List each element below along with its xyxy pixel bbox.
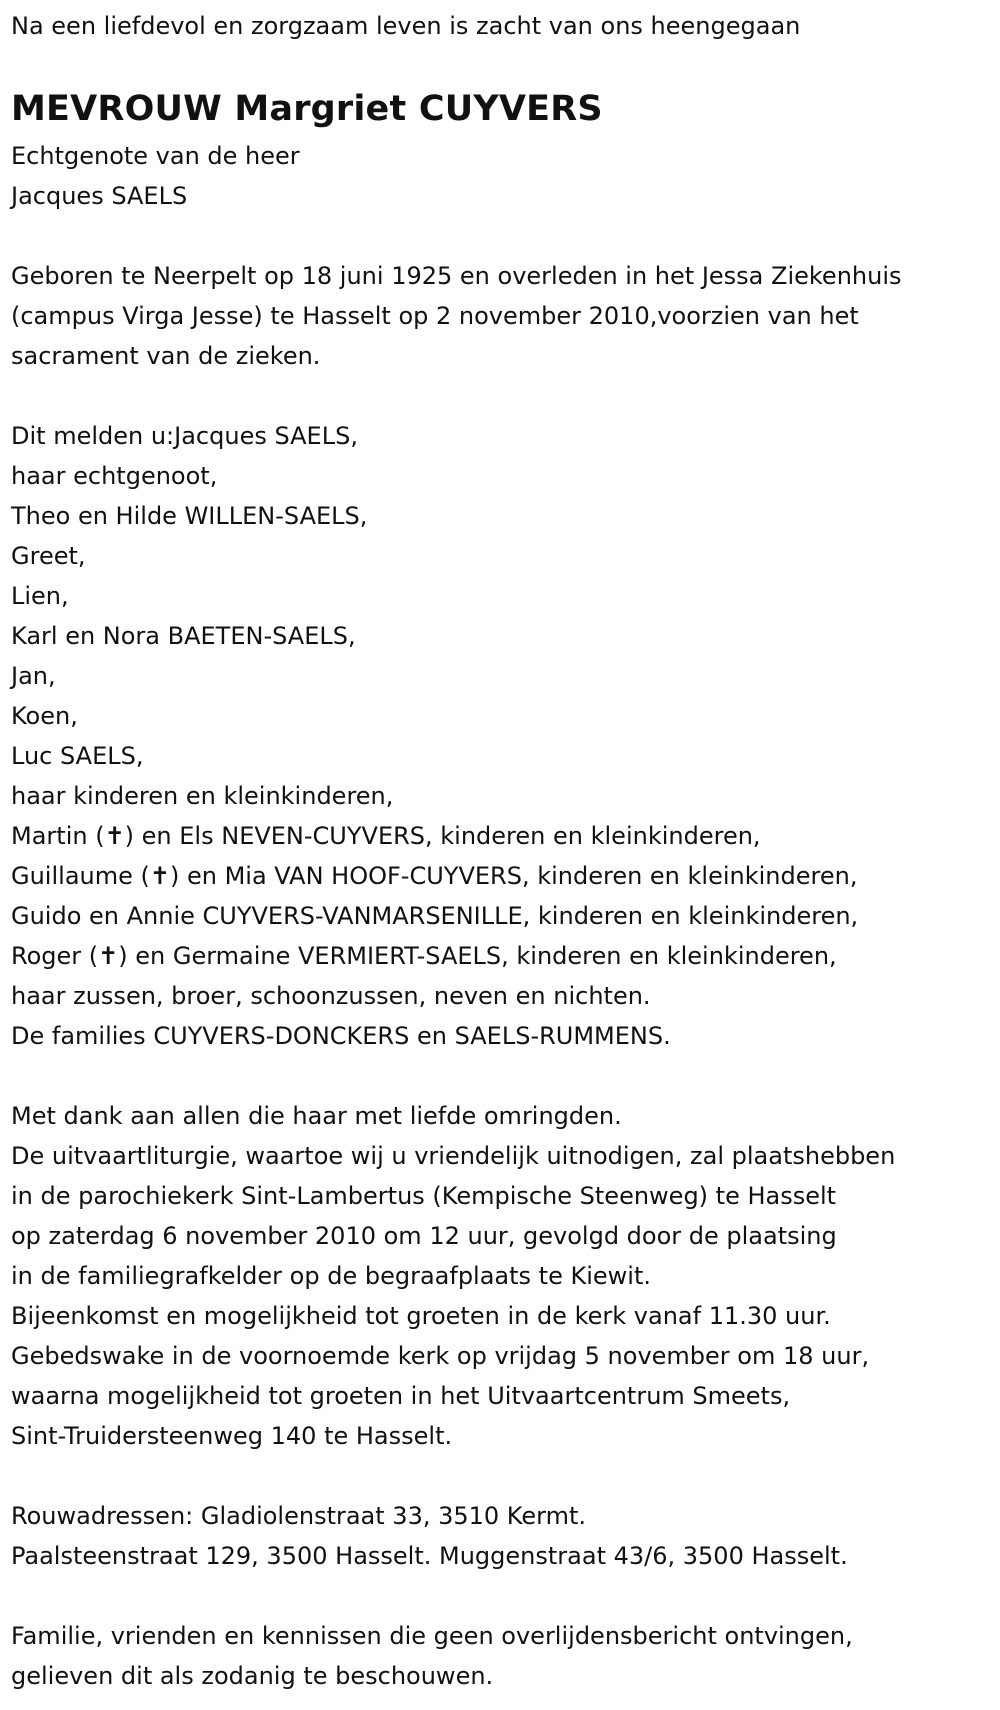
family-line: Karl en Nora BAETEN-SAELS, (11, 622, 356, 650)
paragraph-gap (11, 1456, 1000, 1496)
funeral-block (11, 1096, 1000, 1456)
funeral-line: in de familiegrafkelder op de begraafplaats te Kiewit. (11, 1262, 651, 1290)
funeral-line: in de parochiekerk Sint-Lambertus (Kempische Steenweg) te Hasselt (11, 1182, 837, 1210)
family-line: Greet, (11, 542, 86, 570)
paragraph-gap (11, 376, 1000, 416)
family-line: Guillaume (✝) en Mia VAN HOOF-CUYVERS, kinderen en kleinkinderen, (11, 862, 858, 890)
paragraph-gap (11, 1576, 1000, 1616)
funeral-line: Sint-Truidersteenweg 140 te Hasselt. (11, 1422, 453, 1450)
birth-line: sacrament van de zieken. (11, 342, 321, 370)
spouse-block (11, 136, 1000, 216)
family-line: haar zussen, broer, schoonzussen, neven en nichten. (11, 982, 651, 1010)
funeral-line: Bijeenkomst en mogelijkheid tot groeten in de kerk vanaf 11.30 uur. (11, 1302, 831, 1330)
birth-line: Geboren te Neerpelt op 18 juni 1925 en overleden in het Jessa Ziekenhuis (11, 262, 902, 290)
family-line: Koen, (11, 702, 78, 730)
closing-line: gelieven dit als zodanig te beschouwen. (11, 1662, 494, 1690)
family-line: Jan, (11, 662, 56, 690)
deceased-name: MEVROUW Margriet CUYVERS (11, 89, 603, 129)
closing-block (11, 1616, 1000, 1696)
intro-text: Na een liefdevol en zorgzaam leven is zacht van ons heengegaan (11, 12, 801, 40)
family-line: Dit melden u:Jacques SAELS, (11, 422, 358, 450)
family-line: haar kinderen en kleinkinderen, (11, 782, 394, 810)
address-block (11, 1496, 1000, 1576)
family-line: Martin (✝) en Els NEVEN-CUYVERS, kinderen en kleinkinderen, (11, 822, 761, 850)
funeral-line: op zaterdag 6 november 2010 om 12 uur, gevolgd door de plaatsing (11, 1222, 837, 1250)
family-line: Roger (✝) en Germaine VERMIERT-SAELS, kinderen en kleinkinderen, (11, 942, 837, 970)
spouse-line: Jacques SAELS (11, 182, 188, 210)
paragraph-gap (11, 216, 1000, 256)
family-line: Guido en Annie CUYVERS-VANMARSENILLE, kinderen en kleinkinderen, (11, 902, 859, 930)
family-block (11, 416, 1000, 1056)
birth-death-block (11, 256, 1000, 376)
funeral-line: De uitvaartliturgie, waartoe wij u vriendelijk uitnodigen, zal plaatshebben (11, 1142, 896, 1170)
funeral-line: Gebedswake in de voornoemde kerk op vrijdag 5 november om 18 uur, (11, 1342, 870, 1370)
birth-line: (campus Virga Jesse) te Hasselt op 2 november 2010,voorzien van het (11, 302, 859, 330)
address-line: Paalsteenstraat 129, 3500 Hasselt. Muggenstraat 43/6, 3500 Hasselt. (11, 1542, 848, 1570)
closing-line: Familie, vrienden en kennissen die geen overlijdensbericht ontvingen, (11, 1622, 853, 1650)
funeral-line: waarna mogelijkheid tot groeten in het Uitvaartcentrum Smeets, (11, 1382, 791, 1410)
paragraph-gap (11, 1056, 1000, 1096)
family-line: Lien, (11, 582, 69, 610)
family-line: De families CUYVERS-DONCKERS en SAELS-RUMMENS. (11, 1022, 671, 1050)
family-line: Theo en Hilde WILLEN-SAELS, (11, 502, 368, 530)
spouse-line: Echtgenote van de heer (11, 142, 300, 170)
address-line: Rouwadressen: Gladiolenstraat 33, 3510 Kermt. (11, 1502, 586, 1530)
family-line: Luc SAELS, (11, 742, 144, 770)
family-line: haar echtgenoot, (11, 462, 218, 490)
funeral-line: Met dank aan allen die haar met liefde omringden. (11, 1102, 622, 1130)
